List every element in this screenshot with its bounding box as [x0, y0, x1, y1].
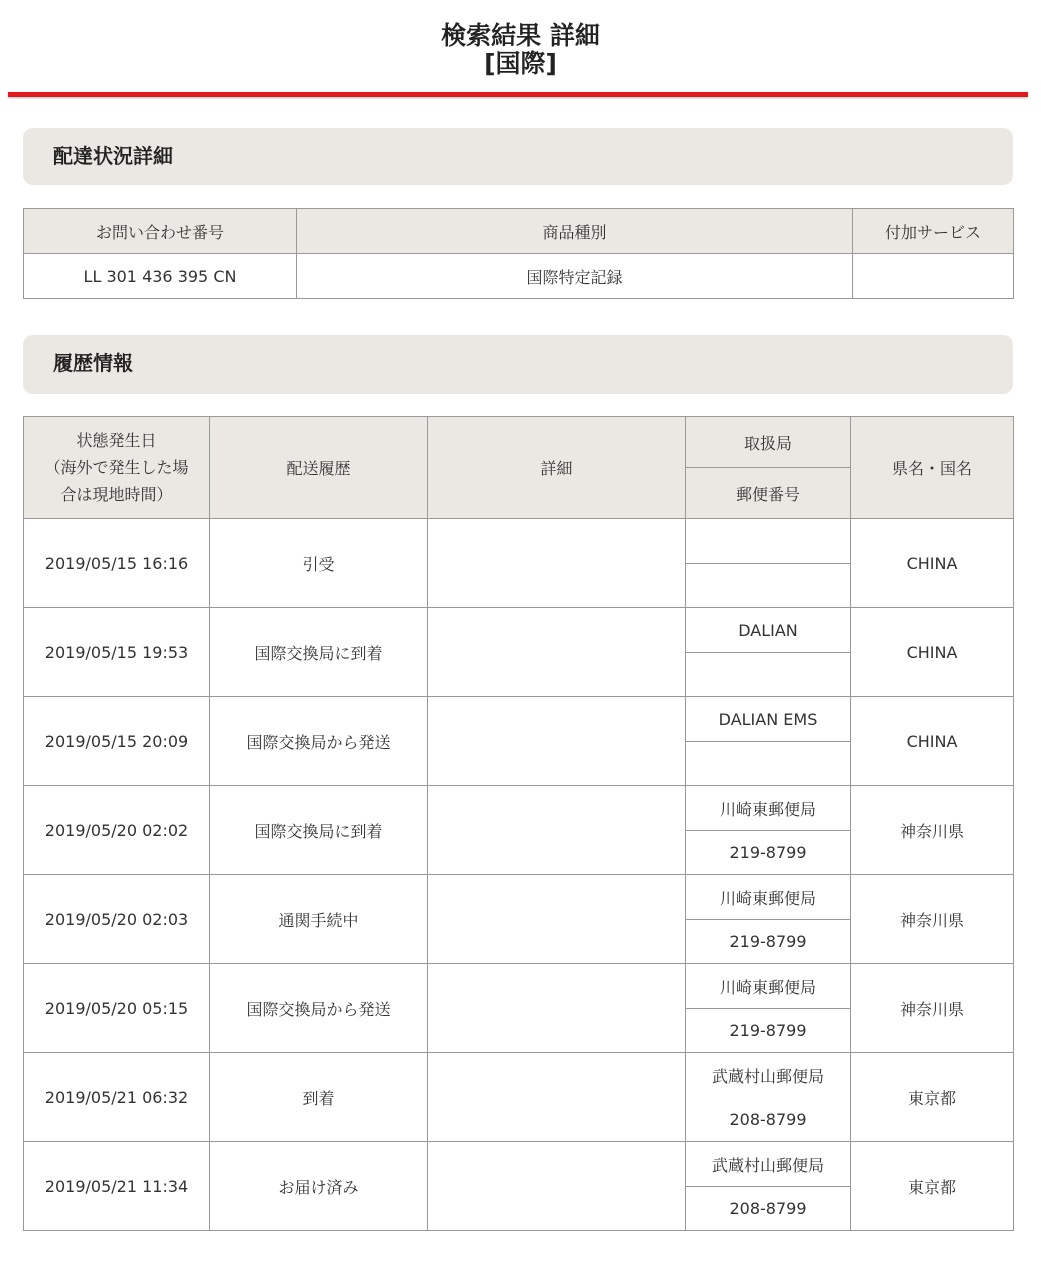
history-date: 2019/05/20 02:03 [24, 875, 210, 964]
history-event: 引受 [210, 519, 428, 608]
page-title-line1: 検索結果 詳細 [441, 21, 600, 50]
history-row [24, 786, 1014, 831]
history-row [24, 1053, 1014, 1098]
history-date: 2019/05/21 11:34 [24, 1142, 210, 1231]
history-event: 国際交換局から発送 [210, 964, 428, 1053]
delivery-status-table [23, 208, 1014, 299]
header-date-label: 状態発生日 （海外で発生した場 合は現地時間） [44, 431, 189, 504]
header-event: 配送履歴 [210, 417, 428, 519]
history-date: 2019/05/15 20:09 [24, 697, 210, 786]
header-detail: 詳細 [428, 417, 686, 519]
page-title [0, 22, 1041, 78]
history-row [24, 519, 1014, 564]
history-postal: 208-8799 [686, 1098, 851, 1142]
header-region: 県名・国名 [851, 417, 1014, 519]
history-row [24, 608, 1014, 653]
history-event: 国際交換局に到着 [210, 608, 428, 697]
history-detail [428, 1142, 686, 1231]
page-title-line2: [国際] [484, 49, 557, 78]
history-row [24, 697, 1014, 742]
history-office: 武蔵村山郵便局 [686, 1142, 851, 1187]
history-detail [428, 964, 686, 1053]
history-postal [686, 564, 851, 608]
history-region: CHINA [851, 697, 1014, 786]
history-region: CHINA [851, 519, 1014, 608]
history-postal: 219-8799 [686, 920, 851, 964]
history-table [23, 416, 1014, 1231]
history-region: 神奈川県 [851, 964, 1014, 1053]
header-extra-service: 付加サービス [853, 209, 1014, 254]
extra-service [853, 254, 1014, 299]
history-date: 2019/05/15 16:16 [24, 519, 210, 608]
history-row [24, 875, 1014, 920]
history-office: 川崎東郵便局 [686, 964, 851, 1009]
history-event: 到着 [210, 1053, 428, 1142]
history-event: 通関手続中 [210, 875, 428, 964]
history-postal [686, 653, 851, 697]
history-date: 2019/05/21 06:32 [24, 1053, 210, 1142]
tracking-number: LL 301 436 395 CN [24, 254, 297, 299]
history-event: 国際交換局から発送 [210, 697, 428, 786]
history-postal [686, 742, 851, 786]
header-date [24, 417, 210, 519]
header-product-type: 商品種別 [297, 209, 853, 254]
history-detail [428, 1053, 686, 1142]
history-region: 神奈川県 [851, 875, 1014, 964]
history-office: DALIAN [686, 608, 851, 653]
history-event: 国際交換局に到着 [210, 786, 428, 875]
header-postal: 郵便番号 [686, 468, 851, 519]
history-office: 武蔵村山郵便局 [686, 1053, 851, 1098]
history-postal: 219-8799 [686, 1009, 851, 1053]
header-office: 取扱局 [686, 417, 851, 468]
history-detail [428, 875, 686, 964]
delivery-status-heading: 配達状況詳細 [23, 128, 1013, 185]
history-region: 東京都 [851, 1142, 1014, 1231]
history-region: CHINA [851, 608, 1014, 697]
history-office: 川崎東郵便局 [686, 786, 851, 831]
history-detail [428, 697, 686, 786]
history-row [24, 964, 1014, 1009]
history-date: 2019/05/15 19:53 [24, 608, 210, 697]
header-tracking-number: お問い合わせ番号 [24, 209, 297, 254]
history-detail [428, 519, 686, 608]
title-divider [8, 92, 1028, 97]
history-row [24, 1142, 1014, 1187]
history-office: DALIAN EMS [686, 697, 851, 742]
history-heading: 履歴情報 [23, 335, 1013, 394]
history-date: 2019/05/20 05:15 [24, 964, 210, 1053]
history-postal: 208-8799 [686, 1187, 851, 1231]
history-event: お届け済み [210, 1142, 428, 1231]
history-detail [428, 608, 686, 697]
history-office [686, 519, 851, 564]
history-region: 神奈川県 [851, 786, 1014, 875]
history-postal: 219-8799 [686, 831, 851, 875]
history-detail [428, 786, 686, 875]
product-type: 国際特定記録 [297, 254, 853, 299]
history-office: 川崎東郵便局 [686, 875, 851, 920]
history-region: 東京都 [851, 1053, 1014, 1142]
history-date: 2019/05/20 02:02 [24, 786, 210, 875]
